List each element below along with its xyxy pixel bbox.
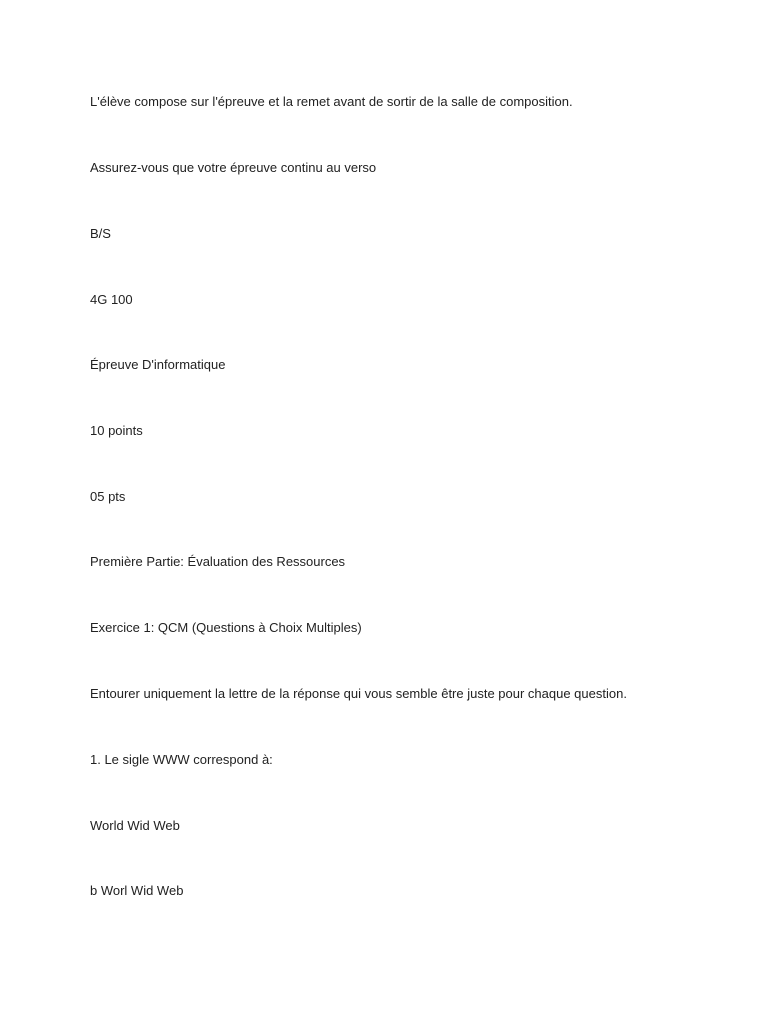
part-heading: Première Partie: Évaluation des Ressources [90, 554, 346, 569]
question-1: 1. Le sigle WWW correspond à: [90, 752, 273, 767]
section-points: 05 pts [90, 489, 126, 504]
verso-notice: Assurez-vous que votre épreuve continu au verso [90, 160, 377, 175]
exercise-heading: Exercice 1: QCM (Questions à Choix Multiples) [90, 620, 362, 635]
instruction-line: L'élève compose sur l'épreuve et la remet avant de sortir de la salle de composition. [90, 94, 573, 109]
class-code: B/S [90, 226, 111, 241]
total-points: 10 points [90, 423, 143, 438]
answer-option-a: World Wid Web [90, 818, 180, 833]
exam-title: Épreuve D'informatique [90, 357, 226, 372]
answer-option-b: b Worl Wid Web [90, 883, 184, 898]
exercise-instruction: Entourer uniquement la lettre de la réponse qui vous semble être juste pour chaque question. [90, 686, 627, 701]
class-level: 4G 100 [90, 292, 133, 307]
